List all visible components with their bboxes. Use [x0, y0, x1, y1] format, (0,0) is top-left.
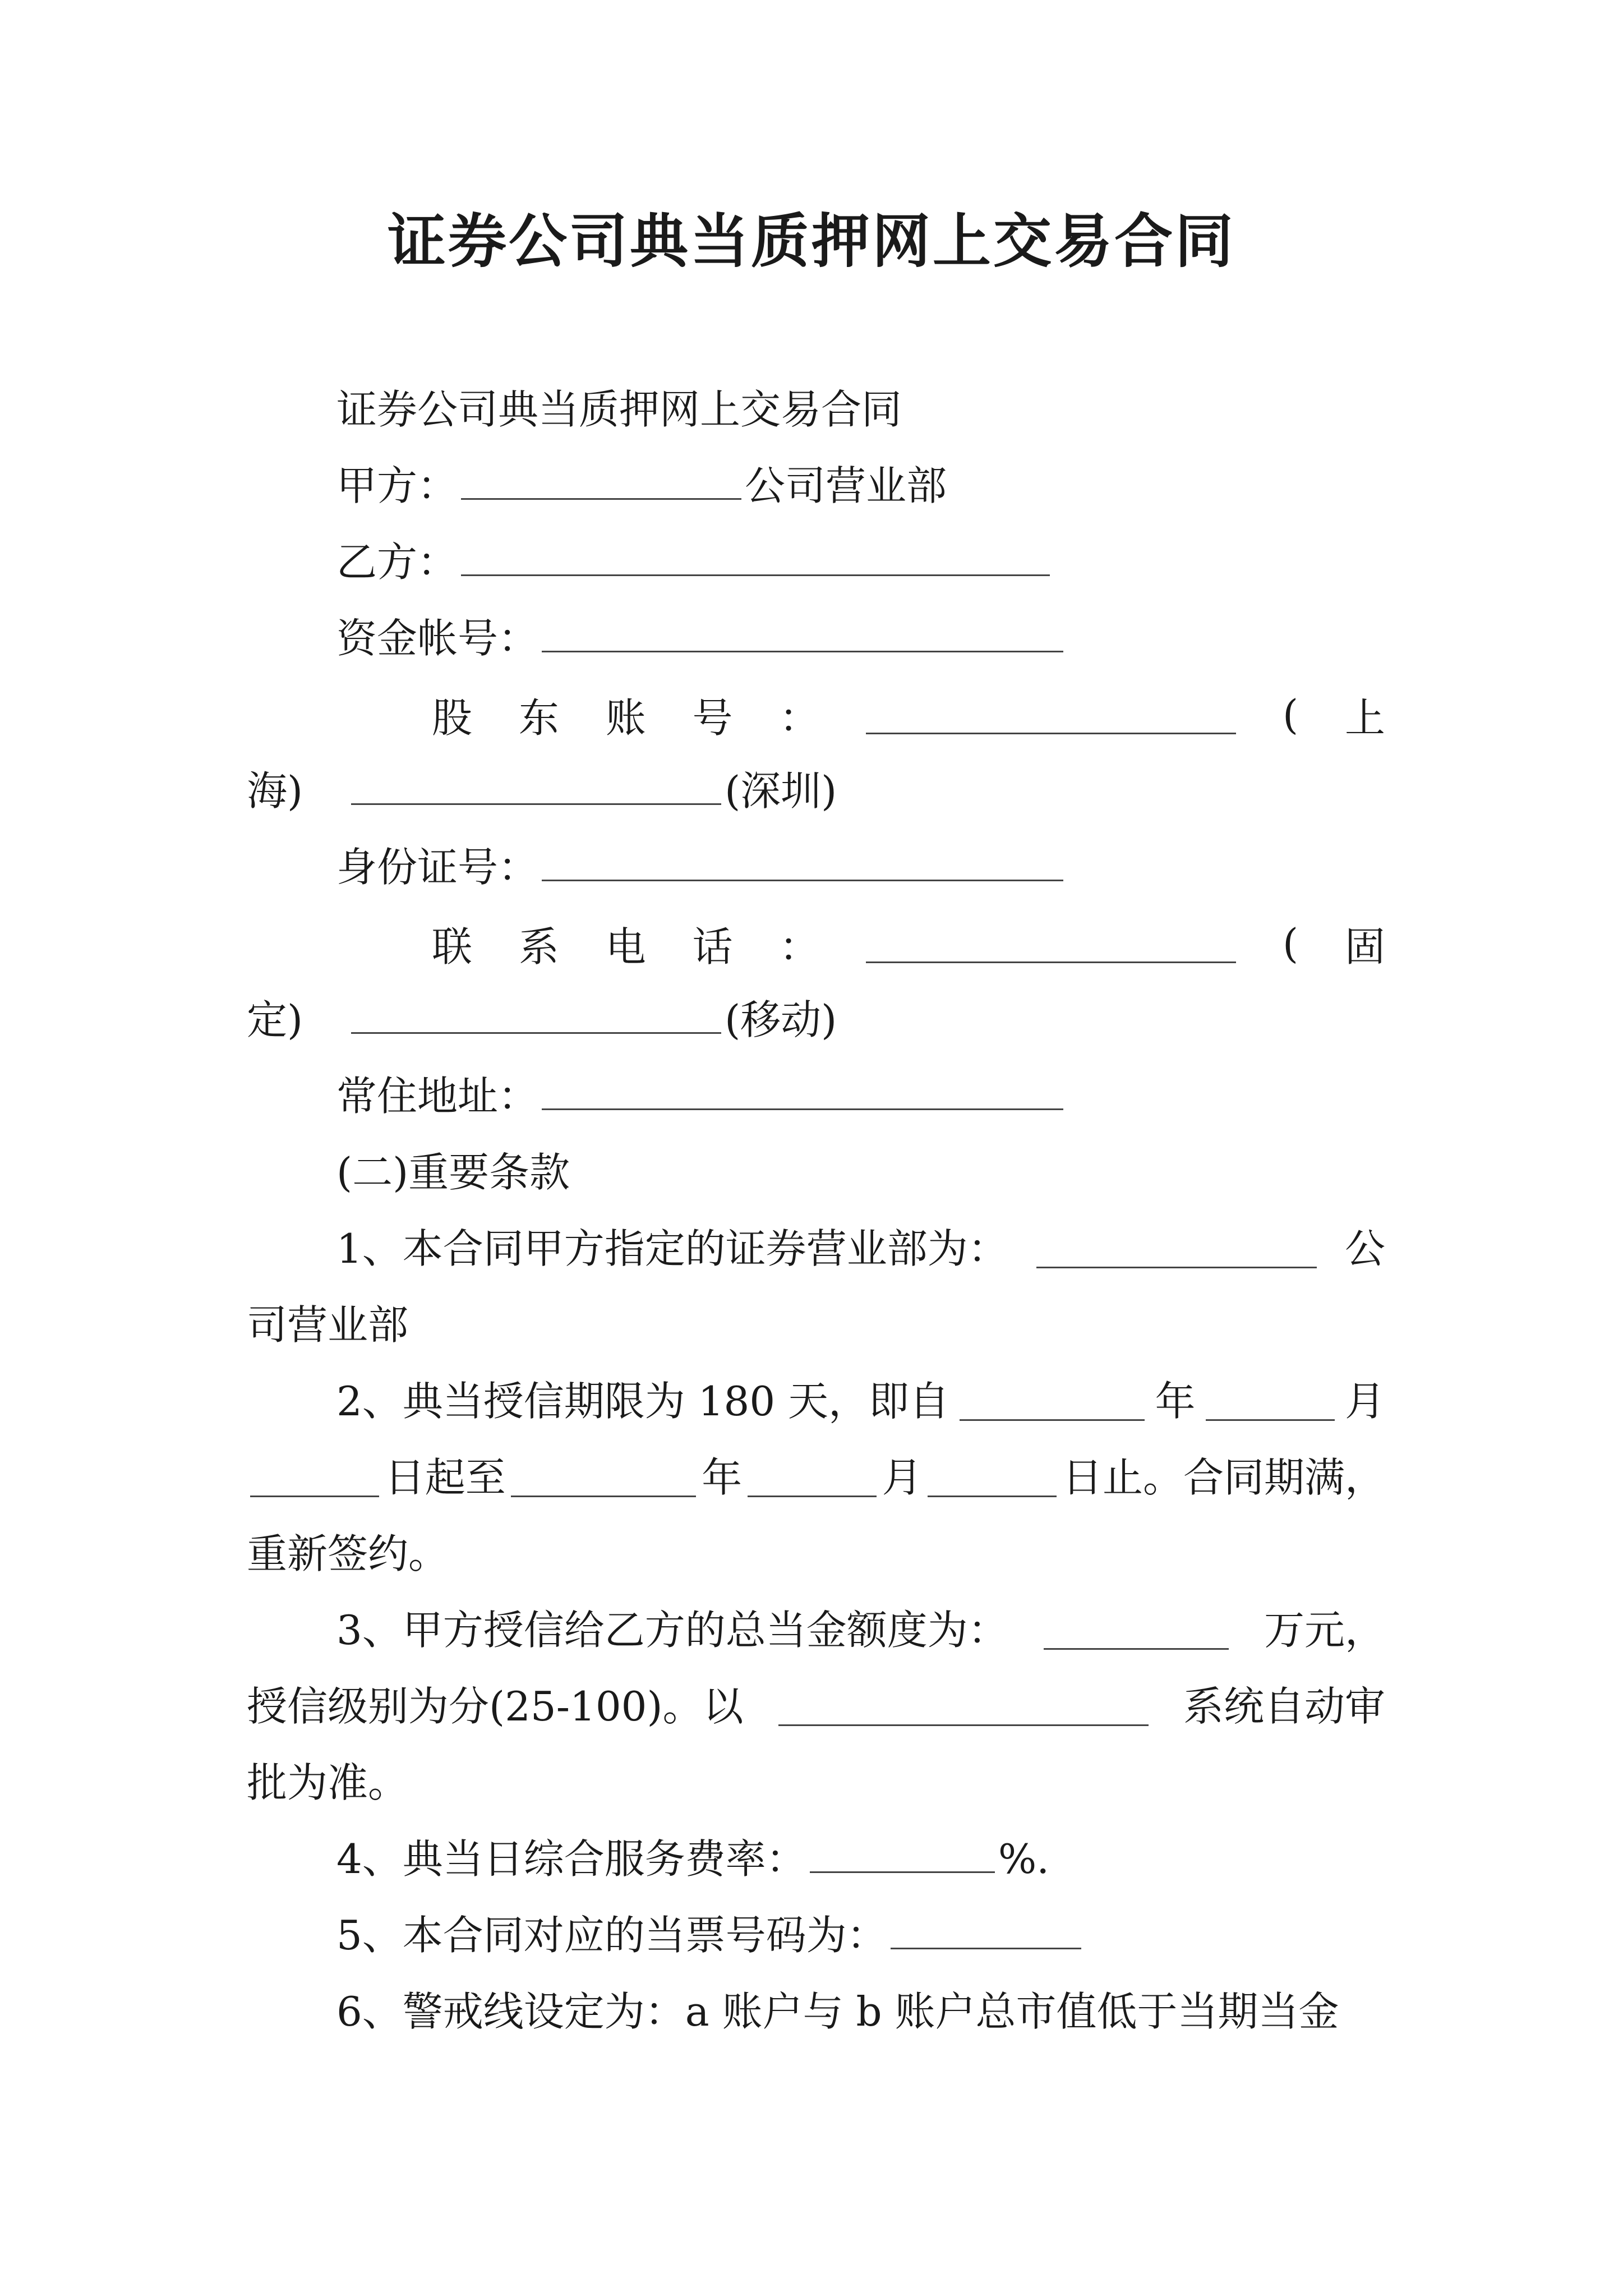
fund-account-label: 资金帐号：: [336, 615, 539, 662]
phone-line-2: [247, 992, 837, 1048]
shareholder-account-line-2: [247, 763, 837, 819]
mobile-phone-blank[interactable]: [351, 995, 721, 1034]
shanghai-account-blank[interactable]: [866, 696, 1236, 734]
phone-label-char: ：: [779, 923, 820, 970]
shareholder-account-line: [432, 687, 1385, 743]
paren-open: (: [1283, 691, 1299, 738]
clause-3-unit: 万元，: [1264, 1607, 1385, 1654]
clause-2-month-2: 月: [882, 1454, 923, 1501]
party-a-blank[interactable]: [461, 461, 741, 500]
clause-1-line: [336, 1221, 1385, 1277]
shanghai-suffix: 海): [247, 767, 303, 815]
shareholder-label-char: 东: [518, 694, 559, 742]
shareholder-label-char: 账: [605, 694, 646, 742]
clause-2-day-end: 日止。合同期满，: [1062, 1454, 1385, 1501]
clause-6-line: 6、警戒线设定为：a 账户与 b 账户总市值低于当期当金: [336, 1988, 1339, 2035]
clause-2-text: 2、典当授信期限为 180 天，即自: [336, 1378, 950, 1425]
clause-2-end-month-blank[interactable]: [748, 1458, 877, 1497]
clause-2-continuation: 重新签约。: [247, 1530, 449, 1577]
clause-2-day-blank[interactable]: [250, 1458, 379, 1497]
clause-4-text: 4、典当日综合服务费率：: [336, 1835, 806, 1883]
shareholder-label-char: 股: [432, 694, 473, 742]
clause-3-system-blank[interactable]: [778, 1687, 1149, 1726]
address-line: [336, 1068, 1067, 1124]
party-a-suffix: 公司营业部: [745, 462, 947, 509]
clause-4-line: [336, 1831, 1049, 1887]
fund-account-blank[interactable]: [542, 614, 1063, 652]
clause-2-line: [336, 1373, 1385, 1429]
clause-2-year-blank[interactable]: [960, 1382, 1145, 1421]
clause-2-month: 月: [1344, 1378, 1385, 1425]
clause-3-line-2: [247, 1678, 1385, 1734]
shenzhen-suffix: (深圳): [725, 767, 837, 815]
shareholder-label-char: ：: [779, 694, 820, 742]
phone-label-char: 联: [432, 923, 473, 970]
clause-3-level: 授信级别为分(25-100)。以: [247, 1683, 744, 1730]
clause-1-continuation: 司营业部: [247, 1301, 409, 1349]
clause-2-year-2: 年: [702, 1454, 743, 1501]
id-number-blank[interactable]: [542, 843, 1063, 881]
phone-line: [432, 915, 1385, 972]
address-label: 常住地址：: [336, 1073, 539, 1120]
section-heading: (二)重要条款: [336, 1149, 570, 1196]
phone-label-char: 话: [692, 923, 733, 970]
party-b-line: [336, 534, 1053, 590]
fund-account-line: [336, 610, 1067, 666]
party-a-line: [336, 458, 947, 514]
clause-2-end-day-blank[interactable]: [928, 1458, 1057, 1497]
clause-5-ticket-blank[interactable]: [891, 1911, 1081, 1949]
clause-4-rate-blank[interactable]: [810, 1834, 995, 1873]
clause-4-suffix: %.: [998, 1835, 1050, 1883]
fixed-char: 固: [1344, 923, 1385, 970]
id-number-line: [336, 839, 1067, 895]
address-blank[interactable]: [542, 1071, 1063, 1110]
clause-5-text: 5、本合同对应的当票号码为：: [336, 1912, 887, 1959]
clause-3-amount-blank[interactable]: [1044, 1611, 1229, 1650]
party-b-blank[interactable]: [461, 537, 1050, 576]
fixed-phone-blank[interactable]: [866, 924, 1236, 963]
paren-open: (: [1283, 920, 1299, 967]
clause-3-continuation: 批为准。: [247, 1759, 409, 1806]
clause-5-line: [336, 1907, 1085, 1963]
party-b-label: 乙方：: [336, 539, 458, 586]
shanghai-char: 上: [1344, 694, 1385, 742]
fixed-suffix: 定): [247, 996, 303, 1043]
clause-1-tail: 公: [1344, 1225, 1385, 1272]
clause-2-day-from: 日起至: [384, 1454, 506, 1501]
clause-1-blank[interactable]: [1036, 1230, 1317, 1268]
clause-3-line: [336, 1602, 1385, 1658]
id-number-label: 身份证号：: [336, 844, 539, 891]
phone-label-char: 系: [518, 923, 559, 970]
phone-label-char: 电: [605, 923, 646, 970]
clause-2-end-year-blank[interactable]: [511, 1458, 696, 1497]
clause-2-year: 年: [1155, 1378, 1196, 1425]
clause-1-text: 1、本合同甲方指定的证券营业部为：: [336, 1225, 1008, 1272]
shareholder-label-char: 号: [692, 694, 733, 742]
party-a-label: 甲方：: [336, 462, 458, 509]
mobile-suffix: (移动): [725, 996, 837, 1043]
clause-2-month-blank[interactable]: [1206, 1382, 1335, 1421]
subtitle: 证券公司典当质押网上交易合同: [336, 386, 902, 433]
clause-3-system-suffix: 系统自动审: [1183, 1683, 1385, 1730]
clause-3-text: 3、甲方授信给乙方的总当金额度为：: [336, 1607, 1008, 1654]
clause-2-line-2: [247, 1450, 1385, 1506]
document-title: 证券公司典当质押网上交易合同: [387, 206, 1235, 275]
shenzhen-account-blank[interactable]: [351, 766, 721, 805]
